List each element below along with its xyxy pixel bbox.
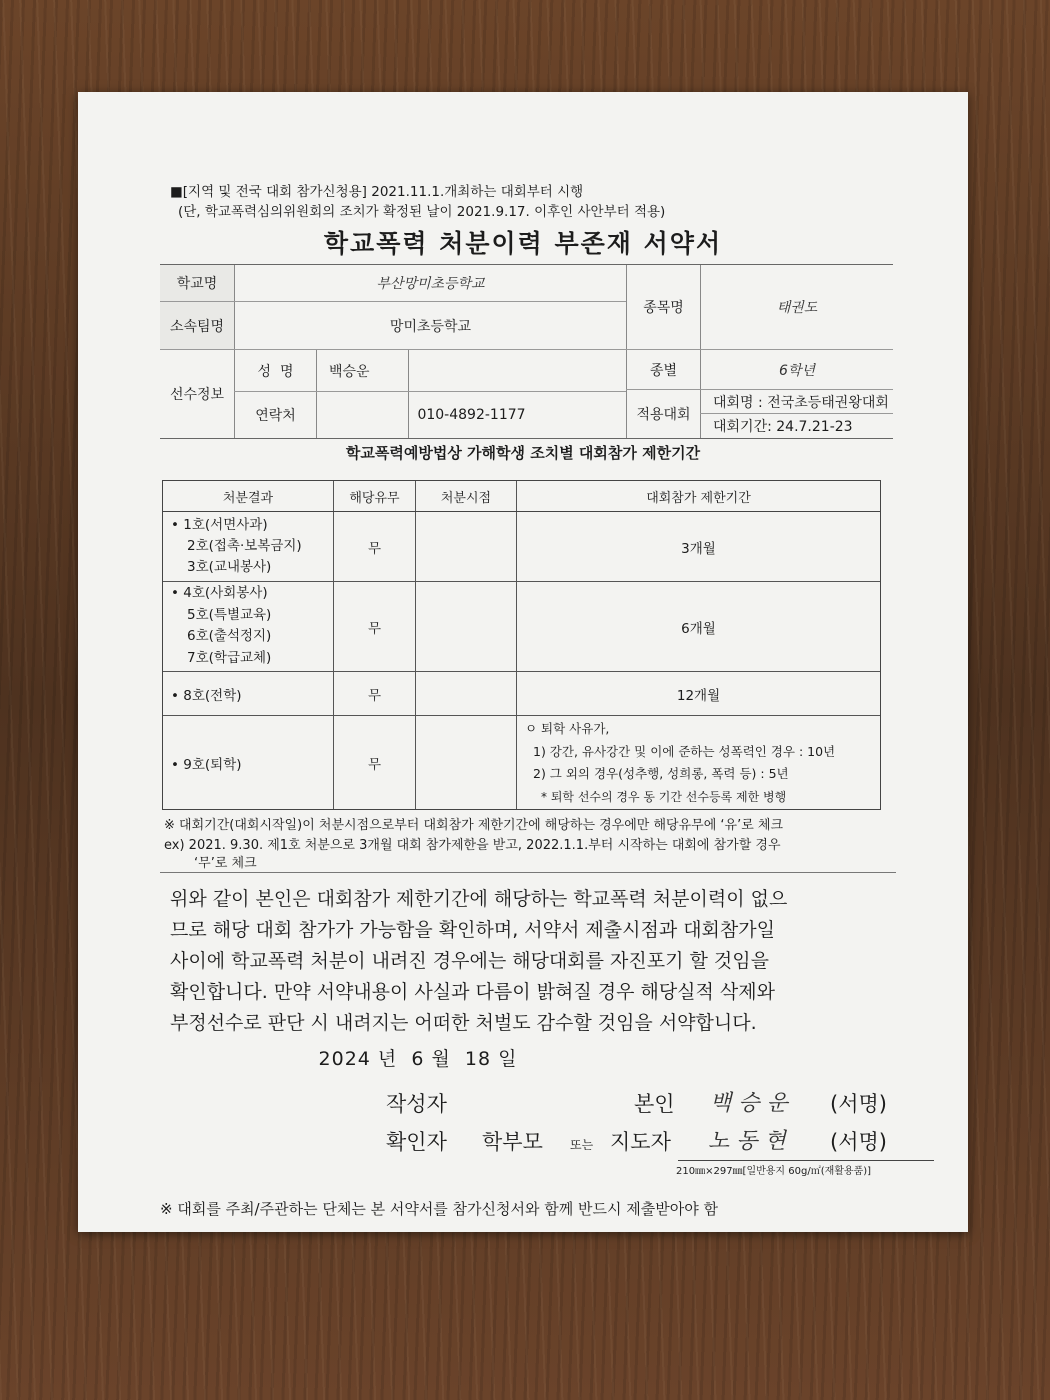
restrictions-subtitle: 학교폭력예방법상 가해학생 조치별 대회참가 제한기간 — [345, 444, 701, 462]
header-line-2: (단, 학교폭력심의위원회의 조치가 확정된 날이 2021.9.17. 이후인 사안부터 적용) — [178, 204, 666, 220]
note-1: ※ 대회기간(대회시작일)이 처분시점으로부터 대회참가 제한기간에 해당하는 경우에만 해당유무에 ‘유’로 체크 — [164, 818, 784, 833]
contact-label: 연락처 — [255, 408, 296, 424]
col-header-applicable: 해당유무 — [349, 490, 400, 506]
self-label: 본인 — [634, 1092, 675, 1116]
table-row: • 9호(퇴학) — [171, 756, 242, 773]
note-2: ex) 2021. 9.30. 제1호 처분으로 3개월 대회 참가제한을 받고, 2022.1.1.부터 시작하는 대회에 참가할 경우 — [164, 838, 781, 853]
period-value: 12개월 — [676, 687, 721, 704]
info-table — [160, 264, 893, 439]
name-value: 백승운 — [329, 363, 370, 380]
school-value: 부산망미초등학교 — [376, 276, 485, 292]
category-label: 종별 — [649, 362, 678, 379]
period-value: 3개월 — [681, 540, 716, 557]
event-value: 태권도 — [776, 300, 818, 316]
writer-label: 작성자 — [386, 1092, 447, 1116]
footer-note: ※ 대회를 주최/주관하는 단체는 본 서약서를 참가신청서와 함께 반드시 제출받아야 함 — [160, 1200, 718, 1218]
parent-label: 학부모 — [482, 1130, 543, 1154]
applicable-value: 무 — [367, 687, 382, 704]
document-title: 학교폭력 처분이력 부존재 서약서 — [323, 229, 723, 258]
coach-label: 지도자 — [610, 1130, 671, 1154]
event-label: 종목명 — [643, 300, 684, 316]
competition-name: 대회명 : 전국초등태권왕대회 — [713, 394, 889, 411]
period-details: ㅇ 퇴학 사유가, 1) 강간, 유사강간 및 이에 준하는 성폭력인 경우 : 10년 2) 그 외의 경우(성추행, 성희롱, 폭력 등) : 5년 * 퇴학 선수의 경우 동 기간 선수등록 제한 병행 — [525, 721, 836, 804]
pledge-date: 2024 년 6 월 18 일 — [318, 1048, 518, 1070]
school-label: 학교명 — [160, 265, 234, 301]
restrictions-table — [162, 480, 881, 810]
header-line-1: ■[지역 및 전국 대회 참가신청용] 2021.11.1.개최하는 대회부터 시행 — [170, 184, 584, 200]
self-sign-mark: (서명) — [830, 1092, 887, 1116]
self-signature: 백 승 운 — [710, 1091, 788, 1116]
paper-spec: 210㎜×297㎜[일반용지 60g/㎡(재활용품)] — [676, 1166, 872, 1177]
player-info-label: 선수정보 — [169, 387, 225, 403]
applicable-value: 무 — [367, 620, 382, 637]
team-label: 소속팀명 — [160, 302, 234, 349]
table-row: • 1호(서면사과) 2호(접촉·보복금지) 3호(교내봉사) — [171, 517, 302, 575]
team-value: 망미초등학교 — [389, 318, 472, 335]
table-row: • 8호(전학) — [171, 687, 242, 704]
or-label: 또는 — [570, 1138, 594, 1152]
coach-sign-mark: (서명) — [830, 1130, 887, 1154]
period-value: 6개월 — [681, 620, 716, 637]
contact-value: 010-4892-1177 — [417, 407, 526, 423]
category-value: 6학년 — [779, 362, 815, 379]
coach-signature: 노 동 현 — [708, 1129, 786, 1154]
applicable-value: 무 — [367, 756, 382, 773]
col-header-period: 대회참가 제한기간 — [646, 490, 751, 506]
pledge-document — [78, 92, 968, 1232]
competition-label: 적용대회 — [636, 407, 691, 423]
col-header-result: 처분결과 — [222, 490, 274, 506]
pledge-text: 위와 같이 본인은 대회참가 제한기간에 해당하는 학교폭력 처분이력이 없으 므로 해당 대회 참가가 가능함을 확인하며, 서약서 제출시점과 대회참가일 사이에 학교폭력 처분이 내려진 경우에는 해당대회를 자진포기 할 것임을 확인합니다. 만약 서약내용이 사실과 다름이 밝혀질 경우 해당실적 삭제와 부정선수로 판단 시 내려지는 어떠한 처벌도 감수할 것임을 서약합니다. — [170, 888, 788, 1034]
applicable-value: 무 — [367, 540, 382, 557]
note-3: ‘무’로 체크 — [194, 856, 257, 871]
competition-period: 대회기간: 24.7.21-23 — [713, 419, 853, 435]
name-label: 성 명 — [257, 363, 294, 380]
table-row: • 4호(사회봉사) 5호(특별교육) 6호(출석정지) 7호(학급교체) — [171, 585, 272, 666]
col-header-time: 처분시점 — [440, 490, 492, 506]
confirmer-label: 확인자 — [386, 1130, 447, 1154]
